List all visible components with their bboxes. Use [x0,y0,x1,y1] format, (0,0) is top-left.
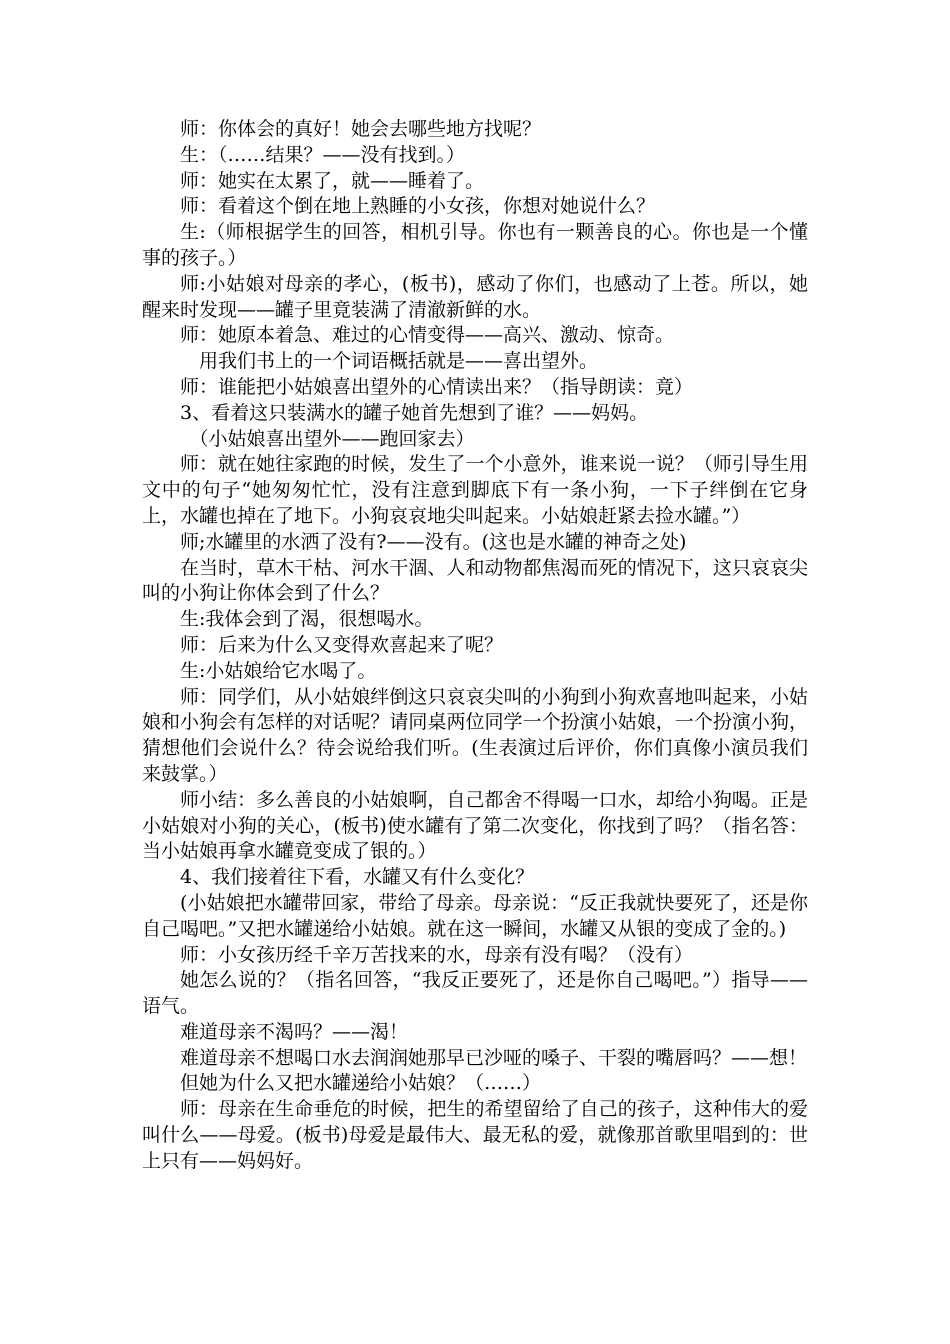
paragraph: 师：小女孩历经千辛万苦找来的水，母亲有没有喝？（没有） [180,943,694,966]
paragraph: 师：看着这个倒在地上熟睡的小女孩，你想对她说什么？ [180,195,656,218]
paragraph: 3、看着这只装满水的罐子她首先想到了谁？——妈妈。 [180,401,649,424]
paragraph: 难道母亲不渴吗？——渴！ [180,1020,409,1043]
paragraph: 师：母亲在生命垂危的时候，把生的希望留给了自己的孩子，这种伟大的爱叫什么——母爱。(板书)母爱是最伟大、最无私的爱，就像那首歌里唱到的：世上只有——妈妈好。 [142,1098,808,1172]
paragraph: 用我们书上的一个词语概括就是——喜出望外。 [199,350,599,373]
paragraph: 生:我体会到了渴，很想喝水。 [180,608,434,631]
paragraph: 师：你体会的真好！她会去哪些地方找呢？ [180,118,542,140]
paragraph: 生:小姑娘给它水喝了。 [180,659,377,682]
paragraph: 师小结：多么善良的小姑娘啊，自己都舍不得喝一口水，却给小狗喝。正是小姑娘对小狗的关心，(板书)使水罐有了第二次变化，你找到了吗？（指名答：当小姑娘再拿水罐竟变成了银的。） [142,788,808,863]
paragraph: 师：后来为什么又变得欢喜起来了呢？ [180,633,504,656]
paragraph: 生：（……结果？——没有找到。） [180,143,466,166]
paragraph: 师:小姑娘对母亲的孝心，(板书)，感动了你们，也感动了上苍。所以，她醒来时发现——罐子里竟装满了清澈新鲜的水。 [142,272,808,321]
paragraph: 师：她原本着急、难过的心情变得——高兴、激动、惊奇。 [180,324,675,347]
paragraph: 在当时，草木干枯、河水干涸、人和动物都焦渴而死的情况下，这只哀哀尖叫的小狗让你体会到了什么？ [142,556,808,605]
document-body [142,117,808,1175]
paragraph: 生:（师根据学生的回答，相机引导。你也有一颗善良的心。你也是一个懂事的孩子。） [142,221,808,269]
paragraph: 难道母亲不想喝口水去润润她那早已沙哑的嗓子、干裂的嘴唇吗？——想！ [180,1046,808,1069]
paragraph: 但她为什么又把水罐递给小姑娘？（……） [180,1072,542,1095]
paragraph: 师：就在她往家跑的时候，发生了一个小意外，谁来说一说？（师引导生用文中的句子“她匆匆忙忙，没有注意到脚底下有一条小狗，一下子绊倒在它身上，水罐也掉在了地下。小狗哀哀地尖叫起来。小姑娘赶紧去捡水罐。”） [142,453,808,527]
paragraph: 师;水罐里的水洒了没有?——没有。(这也是水罐的神奇之处) [180,530,687,553]
paragraph: 师：谁能把小姑娘喜出望外的心情读出来？（指导朗读：竟） [180,375,694,398]
paragraph: 师：她实在太累了，就——睡着了。 [180,169,485,192]
paragraph: 她怎么说的？（指名回答，“我反正要死了，还是你自己喝吧。”）指导——语气。 [142,969,808,1018]
paragraph: (小姑娘把水罐带回家，带给了母亲。母亲说：“反正我就快要死了，还是你自己喝吧。”又把水罐递给小姑娘。就在这一瞬间，水罐又从银的变成了金的。) [142,891,808,940]
paragraph: 师：同学们，从小姑娘绊倒这只哀哀尖叫的小狗到小狗欢喜地叫起来，小姑娘和小狗会有怎样的对话呢？请同桌两位同学一个扮演小姑娘，一个扮演小狗，猜想他们会说什么？待会说给我们听。(生表演过后评价，你们真像小演员我们来鼓掌。） [142,685,808,785]
paragraph: （小姑娘喜出望外——跑回家去） [189,427,475,450]
paragraph: 4、我们接着往下看，水罐又有什么变化？ [180,866,535,889]
